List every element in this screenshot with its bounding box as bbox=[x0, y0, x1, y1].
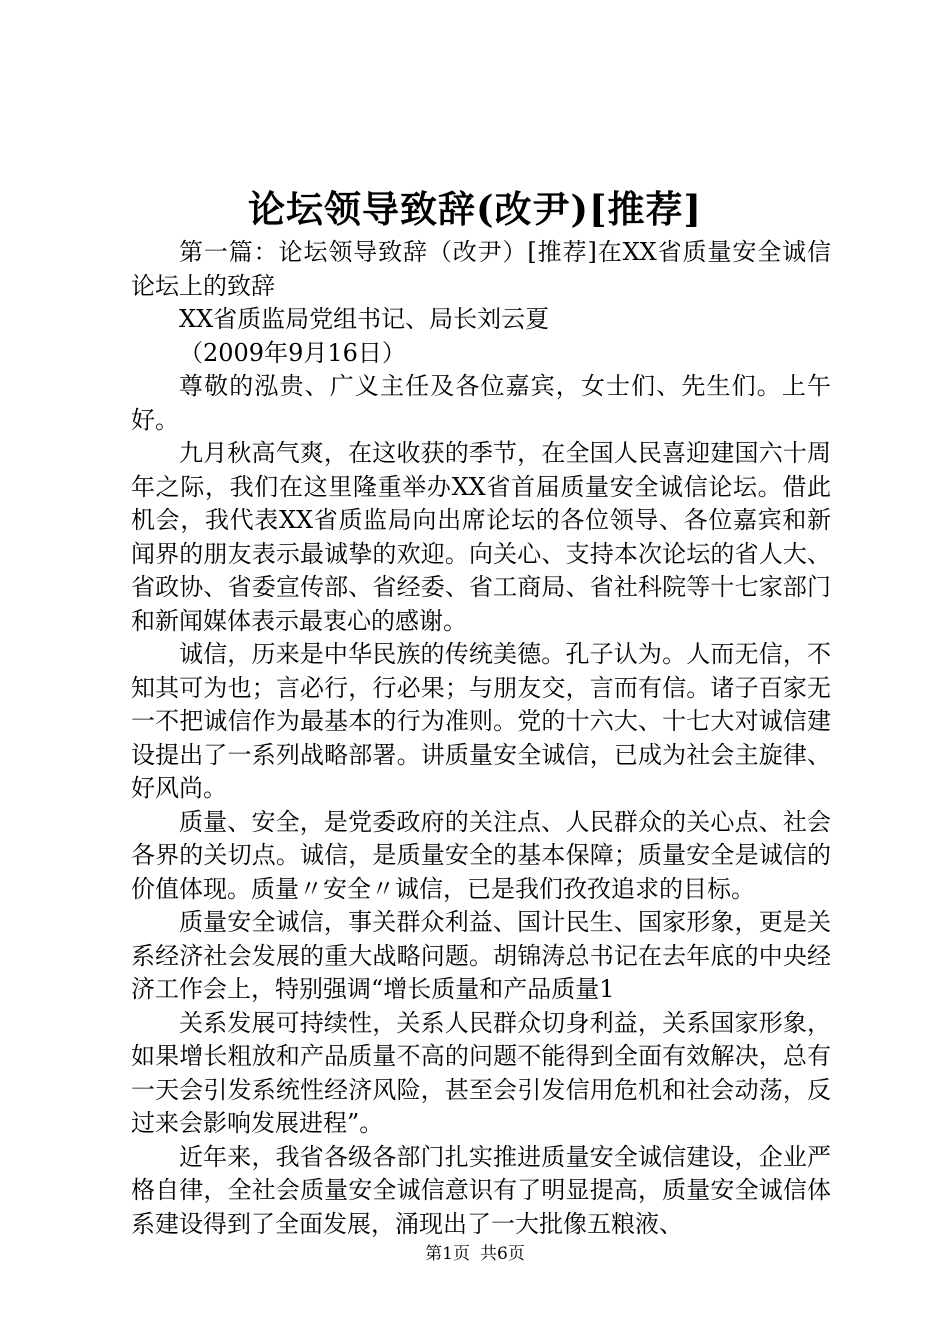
paragraph: 质量、安全，是党委政府的关注点、人民群众的关心点、社会各界的关切点。诚信，是质量安全的基本保障；质量安全是诚信的价值体现。质量〃安全〃诚信，已是我们孜孜追求的目标。 bbox=[131, 807, 831, 903]
paragraph: 质量安全诚信，事关群众利益、国计民生、国家形象，更是关系经济社会发展的重大战略问题。胡锦涛总书记在去年底的中央经济工作会上，特别强调“增长质量和产品质量1 bbox=[131, 908, 831, 1003]
paragraph: 诚信，历来是中华民族的传统美德。孔子认为。人而无信，不知其可为也；言必行，行必果；与朋友交，言而有信。诸子百家无一不把诚信作为最基本的行为准则。党的十六大、十七大对诚信建设提出了一系列战略部署。讲质量安全诚信，已成为社会主旋律、好风尚。 bbox=[131, 640, 831, 802]
paragraph: 近年来，我省各级各部门扎实推进质量安全诚信建设，企业严格自律，全社会质量安全诚信意识有了明显提高，质量安全诚信体系建设得到了全面发展，涌现出了一大批像五粮液、 bbox=[131, 1142, 831, 1238]
author-line: XX省质监局党组书记、局长刘云夏 bbox=[179, 305, 550, 333]
paragraph: 九月秋高气爽，在这收获的季节，在全国人民喜迎建国六十周年之际，我们在这里隆重举办XX省首届质量安全诚信论坛。借此机会，我代表XX省质监局向出席论坛的各位领导、各位嘉宾和新闻界的朋友表示最诚挚的欢迎。向关心、支持本次论坛的省人大、省政协、省委宣传部、省经委、省工商局、省社科院等十七家部门和新闻媒体表示最衷心的感谢。 bbox=[131, 439, 831, 635]
page-number: 第1页 bbox=[425, 1244, 470, 1264]
paragraph: 第一篇：论坛领导致辞（改尹）[推荐]在XX省质量安全诚信论坛上的致辞 bbox=[131, 238, 831, 300]
page-total: 共6页 bbox=[480, 1244, 525, 1264]
paragraph: 尊敬的泓贵、广义主任及各位嘉宾，女士们、先生们。上午好。 bbox=[131, 372, 831, 434]
document-title: 论坛领导致辞(改尹)[推荐] bbox=[247, 187, 703, 231]
page-footer bbox=[0, 1243, 950, 1265]
document-body bbox=[131, 236, 831, 1241]
date-line: （2009年9月16日） bbox=[179, 338, 406, 367]
paragraph: 关系发展可持续性，关系人民群众切身利益，关系国家形象，如果增长粗放和产品质量不高的问题不能得到全面有效解决，总有一天会引发系统性经济风险，甚至会引发信用危机和社会动荡，反过来会影响发展进程”。 bbox=[131, 1008, 831, 1137]
